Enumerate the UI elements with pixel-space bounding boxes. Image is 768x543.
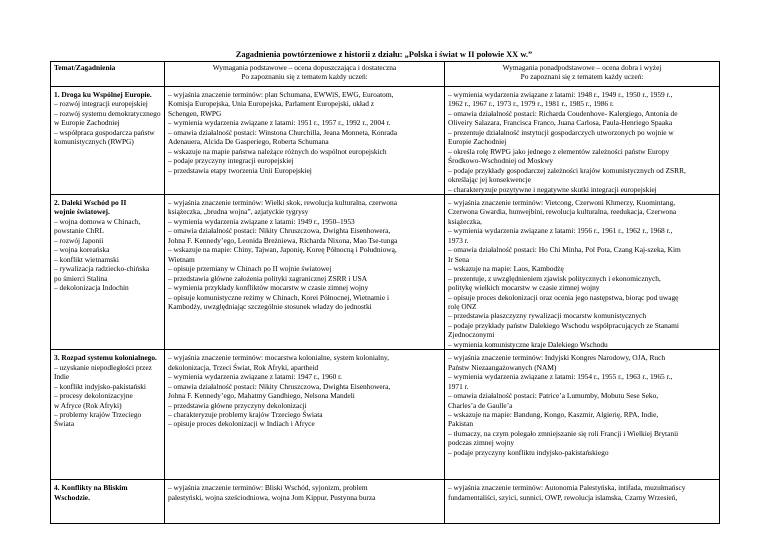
requirement-line: – wymienia wydarzenia związane z latami: 1951 r., 1957 r., 1992 r., 2004 r. [168,118,391,128]
requirement-line: Komisja Europejska, Unia Europejska, Parlament Europejski, układ z [168,99,375,109]
requirement-line: – opisuje proces dekolonizacji w Indiach i Afryce [168,419,315,429]
topic-item: – rozwój integracji europejskiej [54,99,148,109]
requirement-line: – wymienia wydarzenia związane z latami: 1947 r., 1960 r. [168,372,343,382]
requirement-line: Oliveiry Salazara, Francisca Franco, Juana Carlosa, Paula-Henriego Spaaka [448,118,673,128]
requirement-line: Pakistan [448,419,474,429]
requirement-line: Wietnam [168,254,195,264]
topic-item: – rywalizacja radziecko-chińska [54,264,150,274]
requirement-line: – omawia działalność postaci: Nikity Chruszczowa, Dwighta Eisenhowera, [168,226,391,236]
document-title: Zagadnienia powtórzeniowe z historii z działu: „Polska i świat w II połowie XX w.” [235,50,533,59]
requirement-line: Johna F. Kennedy’ego, Leonida Breżniewa, Richarda Nixona, Mao Tse-tunga [168,235,398,245]
requirement-line: – opisuje komunistyczne reżimy w Chinach, Korei Północnej, Wietnamie i [168,292,390,302]
requirement-line: – wyjaśnia znaczenie terminów: Vietcong, Czerwoni Khmerzy, Kuomintang, [448,197,676,207]
table-row [51,480,720,524]
requirement-line: – wymienia wydarzenia związane z latami: 1956 r., 1961 r., 1962 r., 1968 r., [448,226,673,236]
requirement-line: – wyjaśnia znaczenie terminów: Indyjski Kongres Narodowy, OJA, Ruch [448,353,666,363]
topic-item: Indie [54,372,70,382]
topic-item: – rozwój systemu demokratycznego [54,108,161,118]
requirement-line: – tłumaczy, na czym polegało zmniejszanie się roli Francji i Wielkiej Brytanii [448,428,679,438]
topic-title: 1. Droga ku Wspólnej Europie. [54,90,152,99]
advanced-requirements-cell [445,350,720,480]
requirement-line: – wskazuje na mapie: Bandung, Kongo, Kaszmir, Algierię, RPA, Indie, [448,409,659,419]
requirement-line: – wyjaśnia znaczenie terminów: mocarstwa kolonialne, system kolonialny, [168,353,389,363]
topic-item: – konflikt wietnamski [54,254,119,264]
table-row [51,87,720,195]
requirement-line: – wskazuje na mapie państwa należące różnych do wspólnot europejskich [168,146,387,156]
advanced-requirements-cell [445,194,720,349]
topic-item: – wojna domowa w Chinach, [54,216,141,226]
requirement-line: – opisuje przemiany w Chinach po II wojnie światowej [168,264,332,274]
requirement-line: – omawia działalność postaci: Ho Chi Minha, Pol Pota, Czang Kaj-szeka, Kim [448,245,681,255]
requirement-line: – wyjaśnia znaczenie terminów: plan Schumana, EWWiS, EWG, Euroatom, [168,90,394,99]
requirement-line: – podaje przykłady państw Dalekiego Wschodu współpracujących ze Stanami [448,320,679,330]
requirement-line: politykę wielkich mocarstw w czasie zimnej wojny [448,283,600,293]
topic-item: w Europie Zachodniej [54,118,120,128]
requirement-line: – omawia działalność postaci: Winstona Churchilla, Jeana Monneta, Konrada [168,127,398,137]
topic-item: – wojna koreańska [54,245,110,255]
requirement-line: – wymienia komunistyczne kraje Dalekiego Wschodu [448,339,608,349]
requirement-line: – prezentuje działalność instytucji gospodarczych utworzonych po wojnie w [448,127,674,137]
requirement-line: – wymienia przykłady konfliktów mocarstw w czasie zimnej wojny [168,283,369,293]
requirement-line: określając jej konsekwencje [448,175,531,185]
requirement-line: – charakteryzuje pozytywne i negatywne skutki integracji europejskiej [448,184,657,194]
requirement-line: – omawia działalność postaci: Richarda Coudenhove- Kalergiego, Antonia de [448,108,678,118]
requirement-line: książeczka, „brudna wojna”, azjatyckie tygrysy [168,207,309,217]
requirement-line: – przedstawia główne przyczyny dekolonizacji [168,400,307,410]
topic-item: – współpraca gospodarcza państw [54,127,155,137]
requirement-line: – wyjaśnia znaczenie terminów: Bliski Wschód, syjonizm, problem [168,483,368,493]
topic-title: 2. Daleki Wschód po II wojnie światowej. [54,197,127,217]
requirement-line: – wymienia wydarzenia związane z latami: 1949 r., 1950–1953 [168,216,355,226]
requirement-line: dekolonizacja, Trzeci Świat, Rok Afryki, apartheid [168,362,319,372]
topic-item: w Afryce (Rok Afryki) [54,400,122,410]
requirement-line: – wymienia wydarzenia związane z latami: 1954 r., 1955 r., 1963 r., 1965 r., [448,372,673,382]
topic-item: – problemy krajów Trzeciego [54,409,142,419]
requirement-line: – omawia działalność postaci: Patrice’a Lumumby, Mobutu Sese Seko, [448,391,659,401]
requirement-line: – wskazuje na mapie: Laos, Kambodżę [448,264,564,274]
topic-item: – procesy dekolonizacyjne [54,391,133,401]
requirement-line: – przedstawia płaszczyzny rywalizacji mocarstw komunistycznych [448,311,647,321]
requirement-line: Kambodży, uwzględniając szczególnie stosunek władzy do jednostki [168,301,372,311]
requirement-line: – podaje przykłady gospodarczej zależności krajów komunistycznych od ZSRR, [448,165,686,175]
requirement-line: Johna F. Kennedy’ego, Mahatmy Gandhiego, Nelsona Mandeli [168,391,355,401]
topic-item: powstanie ChRL [54,226,104,236]
requirement-line: Państw Niezaangażowanych (NAM) [448,362,557,372]
requirement-line: Czerwona Gwardia, hunwejbini, rewolucja kulturalna, reedukacja, Czerwona [448,207,677,217]
requirement-line: – wyjaśnia znaczenie terminów: Autonomia Palestyńska, intifada, muzułmańscy [448,483,686,493]
topic-item: komunistycznych (RWPG) [54,137,134,147]
requirement-line: – podaje przyczyny integracji europejskiej [168,156,294,166]
requirement-line: rolę ONZ [448,301,477,311]
requirement-line: książeczka, [448,216,482,226]
requirement-line: 1973 r. [448,235,469,245]
topic-cell [51,194,165,349]
advanced-requirements-cell [445,480,720,524]
topic-title: 4. Konflikty na Bliskim Wschodzie. [54,483,128,502]
basic-requirements-cell [165,194,445,349]
topic-cell [51,87,165,195]
requirement-line: 1971 r. [448,381,469,391]
table-header-row [51,62,720,87]
topic-item: – uzyskanie niepodległości przez [54,362,152,372]
requirement-line: palestyński, wojna sześciodniowa, wojna Jom Kippur, Pustynna burza [168,492,376,502]
basic-requirements-cell [165,87,445,195]
requirement-line: Europie Zachodniej [448,137,507,147]
topic-title: 3. Rozpad systemu kolonialnego. [54,353,157,363]
topic-item: – konflikt indyjsko-pakistański [54,381,146,391]
requirement-line: – przedstawia etapy tworzenia Unii Europejskiej [168,165,312,175]
requirement-line: – podaje przyczyny konfliktu indyjsko-pakistańskiego [448,447,609,457]
header-advanced-requirements: Wymagania ponadpodstawowe – ocena dobra i wyżej Po zapoznani się z tematem każdy uczeń: [445,62,720,87]
header-topic: Temat/Zagadnienia [51,62,165,87]
topic-cell [51,480,165,524]
requirement-line: Ir Sena [448,254,470,264]
advanced-requirements-cell [445,87,720,195]
requirement-line: – charakteryzuje problemy krajów Trzeciego Świata [168,409,323,419]
table-row [51,194,720,349]
topic-item: – dekolonizacja Indochin [54,283,129,293]
header-basic-requirements: Wymagania podstawowe – ocena dopuszczająca i dostateczna Po zapoznaniu się z tematem każdy uczeń: [165,62,445,87]
topic-item: – rozwój Japonii [54,235,104,245]
topic-cell [51,350,165,480]
requirement-line: Adenauera, Alcida De Gasperiego, Roberta Schumana [168,137,329,147]
requirement-line: – wyjaśnia znaczenie terminów: Wielki skok, rewolucja kulturalna, czerwona [168,197,398,207]
requirement-line: Schengen, RWPG [168,108,222,118]
basic-requirements-cell [165,350,445,480]
requirement-line: Środkowo-Wschodniej od Moskwy [448,156,554,166]
requirement-line: – omawia działalność postaci: Nikity Chruszczowa, Dwighta Eisenhowera, [168,381,391,391]
requirement-line: – określa rolę RWPG jako jednego z elementów zależności państw Europy [448,146,670,156]
basic-requirements-cell [165,480,445,524]
requirement-line: – wskazuje na mapie: Chiny, Tajwan, Japonię, Koreę Północną i Południową, [168,245,397,255]
topic-item: Świata [54,419,75,429]
requirements-table [50,61,720,524]
requirement-line: fundamentaliści, szyici, sunnici, OWP, rewolucja islamska, Czarny Wrzesień, [448,492,678,502]
table-row [51,350,720,480]
requirement-line: – opisuje proces dekolonizacji oraz ocenia jego następstwa, biorąc pod uwagę [448,292,679,302]
requirement-line: Zjednoczonymi [448,330,495,340]
requirement-line: 1962 r., 1967 r., 1973 r., 1979 r., 1981 r., 1985 r., 1986 r. [448,99,614,109]
requirement-line: Charles’a de Gaulle’a [448,400,513,410]
requirement-line: – wymienia wydarzenia związane z latami: 1948 r., 1949 r., 1950 r., 1959 r., [448,90,673,99]
topic-item: po śmierci Stalina [54,273,108,283]
requirement-line: podczas zimnej wojny [448,438,515,448]
requirement-line: – prezentuje, z uwzględnieniem zjawisk politycznych i ekonomicznych, [448,273,661,283]
requirement-line: – przedstawia główne założenia polityki zagranicznej ZSRR i USA [168,273,368,283]
